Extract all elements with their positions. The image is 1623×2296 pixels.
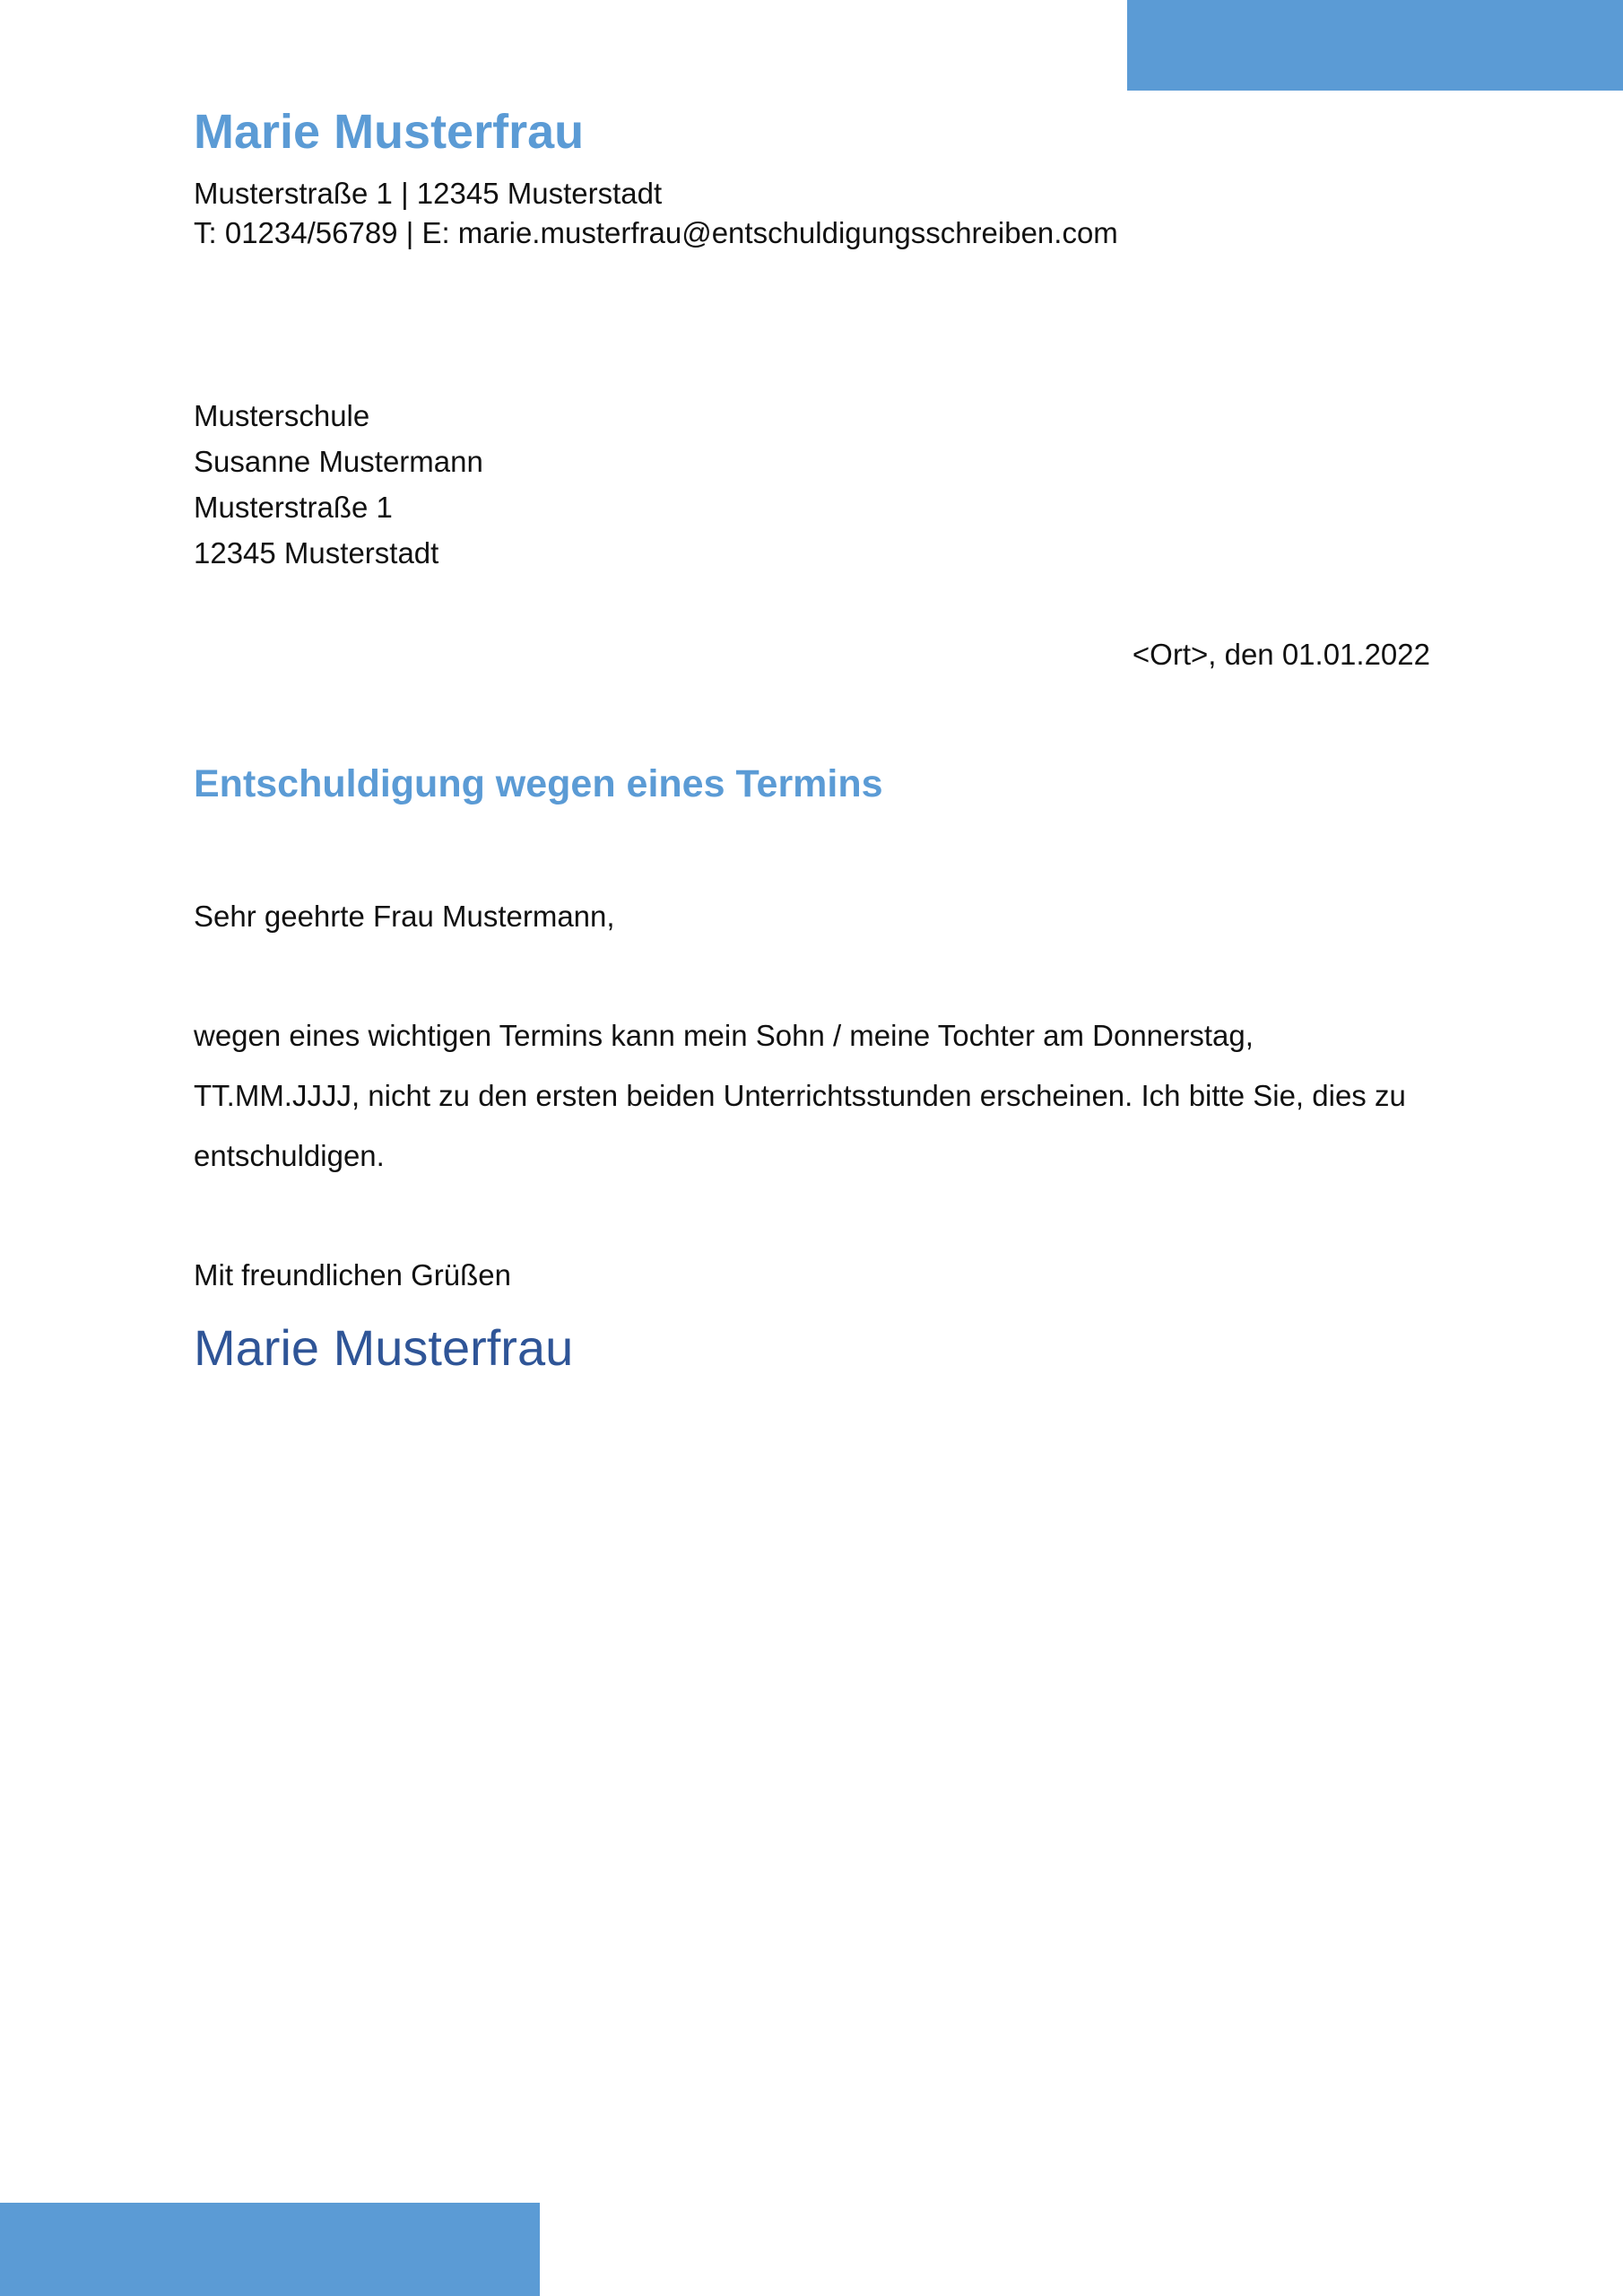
salutation: Sehr geehrte Frau Mustermann, xyxy=(194,900,615,933)
recipient-line: Musterstraße 1 xyxy=(194,491,393,524)
footer-accent-bar xyxy=(0,2203,540,2296)
recipient-address-block xyxy=(194,393,483,576)
date-line: <Ort>, den 01.01.2022 xyxy=(1132,638,1430,671)
signature: Marie Musterfrau xyxy=(194,1319,574,1376)
body-line: TT.MM.JJJJ, nicht zu den ersten beiden Unterrichtsstunden erscheinen. Ich bitte Sie, dies zu xyxy=(194,1079,1406,1112)
sender-address: Musterstraße 1 | 12345 Musterstadt xyxy=(194,177,663,210)
header-accent-bar xyxy=(1127,0,1623,91)
closing-phrase: Mit freundlichen Grüßen xyxy=(194,1258,511,1292)
body-line: entschuldigen. xyxy=(194,1139,385,1172)
sender-name: Marie Musterfrau xyxy=(194,105,585,159)
recipient-line: Musterschule xyxy=(194,399,370,432)
recipient-line: 12345 Musterstadt xyxy=(194,536,439,570)
recipient-line: Susanne Mustermann xyxy=(194,445,483,478)
letter-body xyxy=(194,1005,1449,1186)
subject-line: Entschuldigung wegen eines Termins xyxy=(194,762,883,805)
sender-contact: T: 01234/56789 | E: marie.musterfrau@entschuldigungsschreiben.com xyxy=(194,216,1118,249)
body-line: wegen eines wichtigen Termins kann mein Sohn / meine Tochter am Donnerstag, xyxy=(194,1019,1254,1052)
